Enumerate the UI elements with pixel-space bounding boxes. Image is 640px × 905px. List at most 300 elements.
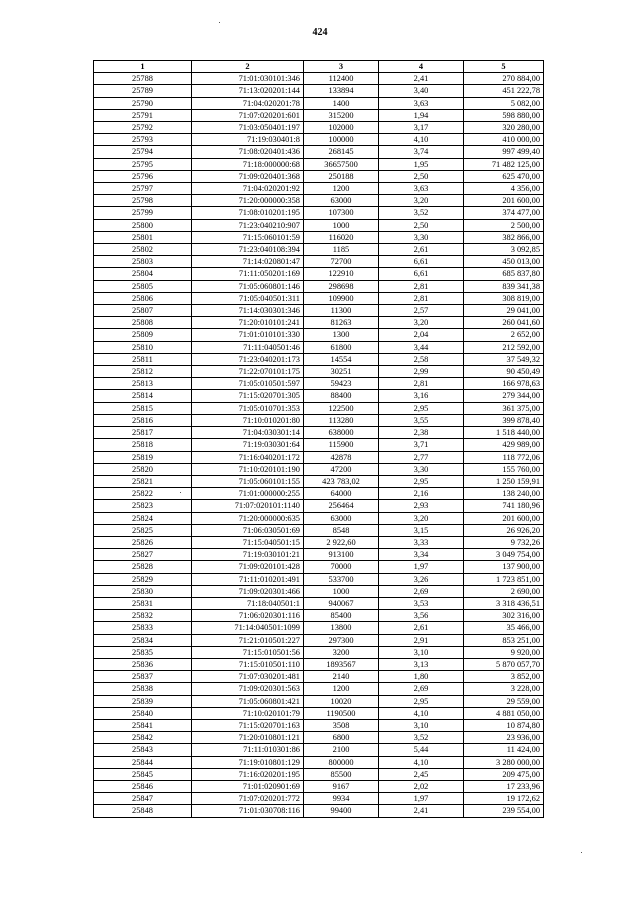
- specific-value-cell: 2,41: [379, 805, 464, 817]
- specific-value-cell: 5,44: [379, 744, 464, 756]
- cadastral-value-cell: 17 233,96: [464, 780, 544, 792]
- cadastral-number-cell: 71:09:020401:368: [192, 170, 304, 182]
- specific-value-cell: 4,10: [379, 756, 464, 768]
- record-number-cell: 25814: [94, 390, 192, 402]
- record-number-cell: 25844: [94, 756, 192, 768]
- specific-value-cell: 3,63: [379, 97, 464, 109]
- table-row: [94, 146, 544, 158]
- specific-value-cell: 2,69: [379, 585, 464, 597]
- cadastral-number-cell: 71:15:020701:305: [192, 390, 304, 402]
- specific-value-cell: 3,56: [379, 610, 464, 622]
- specific-value-cell: 2,50: [379, 170, 464, 182]
- area-cell: 298698: [304, 280, 379, 292]
- table-row: [94, 292, 544, 304]
- table-row: [94, 170, 544, 182]
- table-row: [94, 414, 544, 426]
- cadastral-value-cell: 138 240,00: [464, 488, 544, 500]
- specific-value-cell: 3,40: [379, 85, 464, 97]
- record-number-cell: 25789: [94, 85, 192, 97]
- table-row: [94, 756, 544, 768]
- table-body: [94, 73, 544, 817]
- table-row: [94, 439, 544, 451]
- area-cell: 913100: [304, 549, 379, 561]
- table-row: [94, 73, 544, 85]
- cadastral-value-cell: 201 600,00: [464, 195, 544, 207]
- cadastral-value-cell: 19 172,62: [464, 793, 544, 805]
- area-cell: 70000: [304, 561, 379, 573]
- table-row: [94, 329, 544, 341]
- cadastral-value-cell: 270 884,00: [464, 73, 544, 85]
- cadastral-number-cell: 71:05:010701:353: [192, 402, 304, 414]
- specific-value-cell: 2,16: [379, 488, 464, 500]
- record-number-cell: 25826: [94, 536, 192, 548]
- table-header-row: [94, 61, 544, 73]
- cadastral-value-cell: 29 041,00: [464, 305, 544, 317]
- cadastral-value-cell: 3 092,85: [464, 244, 544, 256]
- cadastral-number-cell: 71:05:060801:146: [192, 280, 304, 292]
- specific-value-cell: 2,41: [379, 73, 464, 85]
- record-number-cell: 25794: [94, 146, 192, 158]
- cadastral-number-cell: 71:20:000000:635: [192, 512, 304, 524]
- cadastral-number-cell: 71:09:020301:563: [192, 683, 304, 695]
- cadastral-value-cell: 1 518 440,00: [464, 427, 544, 439]
- cadastral-number-cell: 71:05:060101:155: [192, 475, 304, 487]
- cadastral-value-cell: 374 477,00: [464, 207, 544, 219]
- cadastral-number-cell: 71:06:030501:69: [192, 524, 304, 536]
- specific-value-cell: 3,10: [379, 719, 464, 731]
- record-number-cell: 25836: [94, 658, 192, 670]
- specific-value-cell: 3,17: [379, 122, 464, 134]
- specific-value-cell: 1,95: [379, 158, 464, 170]
- area-cell: 63000: [304, 195, 379, 207]
- column-header: 4: [379, 61, 464, 73]
- cadastral-value-cell: 2 690,00: [464, 585, 544, 597]
- area-cell: 638000: [304, 427, 379, 439]
- cadastral-value-cell: 410 000,00: [464, 134, 544, 146]
- cadastral-value-cell: 209 475,00: [464, 768, 544, 780]
- table-row: [94, 585, 544, 597]
- cadastral-number-cell: 71:15:060101:59: [192, 231, 304, 243]
- cadastral-value-cell: 450 013,00: [464, 256, 544, 268]
- table-row: [94, 207, 544, 219]
- specific-value-cell: 3,26: [379, 573, 464, 585]
- record-number-cell: 25839: [94, 695, 192, 707]
- table-row: [94, 390, 544, 402]
- cadastral-number-cell: 71:01:000000:255: [192, 488, 304, 500]
- area-cell: 85400: [304, 610, 379, 622]
- table-row: [94, 805, 544, 817]
- table-row: [94, 732, 544, 744]
- cadastral-value-cell: 382 866,00: [464, 231, 544, 243]
- specific-value-cell: 2,50: [379, 219, 464, 231]
- area-cell: 107300: [304, 207, 379, 219]
- cadastral-number-cell: 71:01:010101:330: [192, 329, 304, 341]
- specific-value-cell: 2,77: [379, 451, 464, 463]
- record-number-cell: 25835: [94, 646, 192, 658]
- cadastral-number-cell: 71:04:030301:14: [192, 427, 304, 439]
- table-row: [94, 317, 544, 329]
- cadastral-value-cell: 429 989,00: [464, 439, 544, 451]
- specific-value-cell: 2,02: [379, 780, 464, 792]
- record-number-cell: 25847: [94, 793, 192, 805]
- specific-value-cell: 3,55: [379, 414, 464, 426]
- cadastral-value-cell: 1 250 159,91: [464, 475, 544, 487]
- record-number-cell: 25808: [94, 317, 192, 329]
- cadastral-value-cell: 3 852,00: [464, 671, 544, 683]
- area-cell: 63000: [304, 512, 379, 524]
- table-row: [94, 280, 544, 292]
- record-number-cell: 25809: [94, 329, 192, 341]
- table-row: [94, 341, 544, 353]
- record-number-cell: 25792: [94, 122, 192, 134]
- cadastral-number-cell: 71:15:040501:15: [192, 536, 304, 548]
- area-cell: 533700: [304, 573, 379, 585]
- table-row: [94, 305, 544, 317]
- specific-value-cell: 2,99: [379, 366, 464, 378]
- area-cell: 13800: [304, 622, 379, 634]
- table-row: [94, 707, 544, 719]
- table-row: [94, 646, 544, 658]
- table-row: [94, 500, 544, 512]
- cadastral-value-cell: 361 375,00: [464, 402, 544, 414]
- cadastral-number-cell: 71:14:030301:346: [192, 305, 304, 317]
- page-number: 424: [312, 27, 328, 38]
- cadastral-number-cell: 71:07:020201:772: [192, 793, 304, 805]
- specific-value-cell: 3,52: [379, 732, 464, 744]
- cadastral-value-cell: 35 466,00: [464, 622, 544, 634]
- cadastral-value-cell: 1 723 851,00: [464, 573, 544, 585]
- record-number-cell: 25843: [94, 744, 192, 756]
- area-cell: 61800: [304, 341, 379, 353]
- record-number-cell: 25829: [94, 573, 192, 585]
- area-cell: 2140: [304, 671, 379, 683]
- area-cell: 10020: [304, 695, 379, 707]
- specific-value-cell: 3,71: [379, 439, 464, 451]
- cadastral-number-cell: 71:05:060801:421: [192, 695, 304, 707]
- cadastral-value-cell: 853 251,00: [464, 634, 544, 646]
- area-cell: 1893567: [304, 658, 379, 670]
- area-cell: 59423: [304, 378, 379, 390]
- table-row: [94, 634, 544, 646]
- cadastral-number-cell: 71:08:020401:436: [192, 146, 304, 158]
- cadastral-value-cell: 3 280 000,00: [464, 756, 544, 768]
- cadastral-value-cell: 4 356,00: [464, 183, 544, 195]
- table-row: [94, 512, 544, 524]
- cadastral-value-cell: 166 978,63: [464, 378, 544, 390]
- cadastral-number-cell: 71:01:020901:69: [192, 780, 304, 792]
- cadastral-value-cell: 90 450,49: [464, 366, 544, 378]
- cadastral-value-cell: 23 936,00: [464, 732, 544, 744]
- column-header: 2: [192, 61, 304, 73]
- record-number-cell: 25812: [94, 366, 192, 378]
- cadastral-number-cell: 71:19:030301:64: [192, 439, 304, 451]
- record-number-cell: 25800: [94, 219, 192, 231]
- record-number-cell: 25821: [94, 475, 192, 487]
- specific-value-cell: 3,10: [379, 646, 464, 658]
- record-number-cell: 25827: [94, 549, 192, 561]
- cadastral-number-cell: 71:20:000000:358: [192, 195, 304, 207]
- record-number-cell: 25810: [94, 341, 192, 353]
- cadastral-value-cell: 9 732,26: [464, 536, 544, 548]
- record-number-cell: 25801: [94, 231, 192, 243]
- cadastral-number-cell: 71:10:010201:80: [192, 414, 304, 426]
- record-number-cell: 25798: [94, 195, 192, 207]
- specific-value-cell: 2,38: [379, 427, 464, 439]
- cadastral-value-cell: 37 549,32: [464, 353, 544, 365]
- cadastral-number-cell: 71:06:020301:116: [192, 610, 304, 622]
- area-cell: 1000: [304, 585, 379, 597]
- area-cell: 113280: [304, 414, 379, 426]
- area-cell: 1300: [304, 329, 379, 341]
- column-header: 1: [94, 61, 192, 73]
- area-cell: 133894: [304, 85, 379, 97]
- record-number-cell: 25802: [94, 244, 192, 256]
- cadastral-number-cell: 71:04:020201:92: [192, 183, 304, 195]
- record-number-cell: 25834: [94, 634, 192, 646]
- cadastral-value-cell: 2 500,00: [464, 219, 544, 231]
- record-number-cell: 25805: [94, 280, 192, 292]
- cadastral-value-cell: 279 344,00: [464, 390, 544, 402]
- area-cell: 1400: [304, 97, 379, 109]
- specific-value-cell: 3,15: [379, 524, 464, 536]
- record-number-cell: 25848: [94, 805, 192, 817]
- record-number-cell: 25840: [94, 707, 192, 719]
- area-cell: 81263: [304, 317, 379, 329]
- record-number-cell: 25816: [94, 414, 192, 426]
- record-number-cell: 25815: [94, 402, 192, 414]
- area-cell: 940067: [304, 597, 379, 609]
- record-number-cell: 25846: [94, 780, 192, 792]
- cadastral-number-cell: 71:04:020201:78: [192, 97, 304, 109]
- record-number-cell: 25790: [94, 97, 192, 109]
- record-number-cell: 25831: [94, 597, 192, 609]
- specific-value-cell: 2,61: [379, 622, 464, 634]
- specific-value-cell: 3,30: [379, 231, 464, 243]
- specific-value-cell: 3,74: [379, 146, 464, 158]
- table-row: [94, 183, 544, 195]
- area-cell: 88400: [304, 390, 379, 402]
- area-cell: 2 922,60: [304, 536, 379, 548]
- table-row: [94, 463, 544, 475]
- record-number-cell: 25832: [94, 610, 192, 622]
- table-row: [94, 658, 544, 670]
- area-cell: 256464: [304, 500, 379, 512]
- cadastral-number-cell: 71:16:040201:172: [192, 451, 304, 463]
- cadastral-value-cell: 212 592,00: [464, 341, 544, 353]
- record-number-cell: 25804: [94, 268, 192, 280]
- cadastral-number-cell: 71:20:010101:241: [192, 317, 304, 329]
- cadastral-value-table: [93, 60, 544, 818]
- table-row: [94, 134, 544, 146]
- area-cell: 122500: [304, 402, 379, 414]
- cadastral-value-cell: 598 880,00: [464, 109, 544, 121]
- cadastral-number-cell: 71:05:010501:597: [192, 378, 304, 390]
- table-row: [94, 793, 544, 805]
- cadastral-value-cell: 155 760,00: [464, 463, 544, 475]
- table-row: [94, 488, 544, 500]
- cadastral-number-cell: 71:19:030401:8: [192, 134, 304, 146]
- specific-value-cell: 1,94: [379, 109, 464, 121]
- cadastral-value-cell: 71 482 125,00: [464, 158, 544, 170]
- cadastral-value-cell: 137 900,00: [464, 561, 544, 573]
- area-cell: 1185: [304, 244, 379, 256]
- area-cell: 42878: [304, 451, 379, 463]
- cadastral-number-cell: 71:13:020201:144: [192, 85, 304, 97]
- cadastral-number-cell: 71:20:010801:121: [192, 732, 304, 744]
- table-row: [94, 780, 544, 792]
- cadastral-number-cell: 71:11:040501:46: [192, 341, 304, 353]
- table-row: [94, 122, 544, 134]
- record-number-cell: 25841: [94, 719, 192, 731]
- specific-value-cell: 2,69: [379, 683, 464, 695]
- cadastral-number-cell: 71:09:020101:428: [192, 561, 304, 573]
- table-row: [94, 158, 544, 170]
- cadastral-value-cell: 29 559,00: [464, 695, 544, 707]
- specific-value-cell: 2,81: [379, 292, 464, 304]
- table-row: [94, 219, 544, 231]
- cadastral-number-cell: 71:11:010201:491: [192, 573, 304, 585]
- column-header: 3: [304, 61, 379, 73]
- area-cell: 1200: [304, 683, 379, 695]
- record-number-cell: 25797: [94, 183, 192, 195]
- cadastral-number-cell: 71:15:020701:163: [192, 719, 304, 731]
- specific-value-cell: 2,95: [379, 695, 464, 707]
- cadastral-value-cell: 3 318 436,51: [464, 597, 544, 609]
- specific-value-cell: 3,20: [379, 317, 464, 329]
- column-header: 5: [464, 61, 544, 73]
- specific-value-cell: 1,97: [379, 793, 464, 805]
- area-cell: 6800: [304, 732, 379, 744]
- cadastral-number-cell: 71:07:020201:601: [192, 109, 304, 121]
- cadastral-value-cell: 5 870 057,70: [464, 658, 544, 670]
- cadastral-number-cell: 71:05:040501:311: [192, 292, 304, 304]
- cadastral-value-cell: 839 341,38: [464, 280, 544, 292]
- record-number-cell: 25820: [94, 463, 192, 475]
- specific-value-cell: 3,63: [379, 183, 464, 195]
- specific-value-cell: 6,61: [379, 256, 464, 268]
- scan-speck: [581, 852, 582, 853]
- cadastral-value-cell: 625 470,00: [464, 170, 544, 182]
- area-cell: 268145: [304, 146, 379, 158]
- area-cell: 800000: [304, 756, 379, 768]
- cadastral-number-cell: 71:16:020201:195: [192, 768, 304, 780]
- table-row: [94, 353, 544, 365]
- cadastral-number-cell: 71:23:040201:173: [192, 353, 304, 365]
- table-row: [94, 683, 544, 695]
- table-row: [94, 622, 544, 634]
- table-row: [94, 256, 544, 268]
- area-cell: 1190500: [304, 707, 379, 719]
- cadastral-number-cell: 71:01:030708:116: [192, 805, 304, 817]
- record-number-cell: 25811: [94, 353, 192, 365]
- cadastral-number-cell: 71:07:020101:1140: [192, 500, 304, 512]
- specific-value-cell: 1,97: [379, 561, 464, 573]
- record-number-cell: 25830: [94, 585, 192, 597]
- table-row: [94, 671, 544, 683]
- area-cell: 112400: [304, 73, 379, 85]
- table-row: [94, 610, 544, 622]
- cadastral-value-cell: 118 772,06: [464, 451, 544, 463]
- area-cell: 3508: [304, 719, 379, 731]
- record-number-cell: 25799: [94, 207, 192, 219]
- table-row: [94, 536, 544, 548]
- area-cell: 315200: [304, 109, 379, 121]
- table-row: [94, 573, 544, 585]
- record-number-cell: 25817: [94, 427, 192, 439]
- cadastral-number-cell: 71:14:020801:47: [192, 256, 304, 268]
- area-cell: 102000: [304, 122, 379, 134]
- area-cell: 100000: [304, 134, 379, 146]
- table-row: [94, 549, 544, 561]
- area-cell: 250188: [304, 170, 379, 182]
- area-cell: 85500: [304, 768, 379, 780]
- area-cell: 115900: [304, 439, 379, 451]
- cadastral-number-cell: 71:10:020101:79: [192, 707, 304, 719]
- cadastral-number-cell: 71:11:010301:86: [192, 744, 304, 756]
- table-row: [94, 427, 544, 439]
- record-number-cell: 25845: [94, 768, 192, 780]
- table-row: [94, 597, 544, 609]
- cadastral-number-cell: 71:08:010201:195: [192, 207, 304, 219]
- record-number-cell: 25788: [94, 73, 192, 85]
- cadastral-number-cell: 71:15:010501:56: [192, 646, 304, 658]
- area-cell: 36657500: [304, 158, 379, 170]
- record-number-cell: 25818: [94, 439, 192, 451]
- table-row: [94, 97, 544, 109]
- cadastral-number-cell: 71:21:010501:227: [192, 634, 304, 646]
- cadastral-value-cell: 5 082,00: [464, 97, 544, 109]
- cadastral-value-cell: 3 049 754,00: [464, 549, 544, 561]
- table-row: [94, 695, 544, 707]
- area-cell: 1000: [304, 219, 379, 231]
- area-cell: 30251: [304, 366, 379, 378]
- table-row: [94, 768, 544, 780]
- area-cell: 9167: [304, 780, 379, 792]
- specific-value-cell: 2,93: [379, 500, 464, 512]
- specific-value-cell: 3,53: [379, 597, 464, 609]
- specific-value-cell: 2,61: [379, 244, 464, 256]
- cadastral-value-cell: 741 180,96: [464, 500, 544, 512]
- cadastral-value-cell: 239 554,00: [464, 805, 544, 817]
- specific-value-cell: 3,13: [379, 658, 464, 670]
- table-row: [94, 366, 544, 378]
- specific-value-cell: 3,33: [379, 536, 464, 548]
- record-number-cell: 25795: [94, 158, 192, 170]
- cadastral-value-cell: 399 878,40: [464, 414, 544, 426]
- area-cell: 72700: [304, 256, 379, 268]
- record-number-cell: 25819: [94, 451, 192, 463]
- specific-value-cell: 2,81: [379, 280, 464, 292]
- record-number-cell: 25807: [94, 305, 192, 317]
- record-number-cell: 25842: [94, 732, 192, 744]
- table-row: [94, 451, 544, 463]
- cadastral-value-cell: 997 499,40: [464, 146, 544, 158]
- record-number-cell: 25823: [94, 500, 192, 512]
- cadastral-value-cell: 302 316,00: [464, 610, 544, 622]
- area-cell: 9934: [304, 793, 379, 805]
- record-number-cell: 25806: [94, 292, 192, 304]
- area-cell: 1200: [304, 183, 379, 195]
- specific-value-cell: 3,52: [379, 207, 464, 219]
- cadastral-value-cell: 451 222,78: [464, 85, 544, 97]
- cadastral-number-cell: 71:22:070101:175: [192, 366, 304, 378]
- table-row: [94, 719, 544, 731]
- record-number-cell: 25813: [94, 378, 192, 390]
- specific-value-cell: 3,34: [379, 549, 464, 561]
- specific-value-cell: 2,95: [379, 402, 464, 414]
- cadastral-number-cell: 71:03:050401:197: [192, 122, 304, 134]
- cadastral-value-cell: 320 280,00: [464, 122, 544, 134]
